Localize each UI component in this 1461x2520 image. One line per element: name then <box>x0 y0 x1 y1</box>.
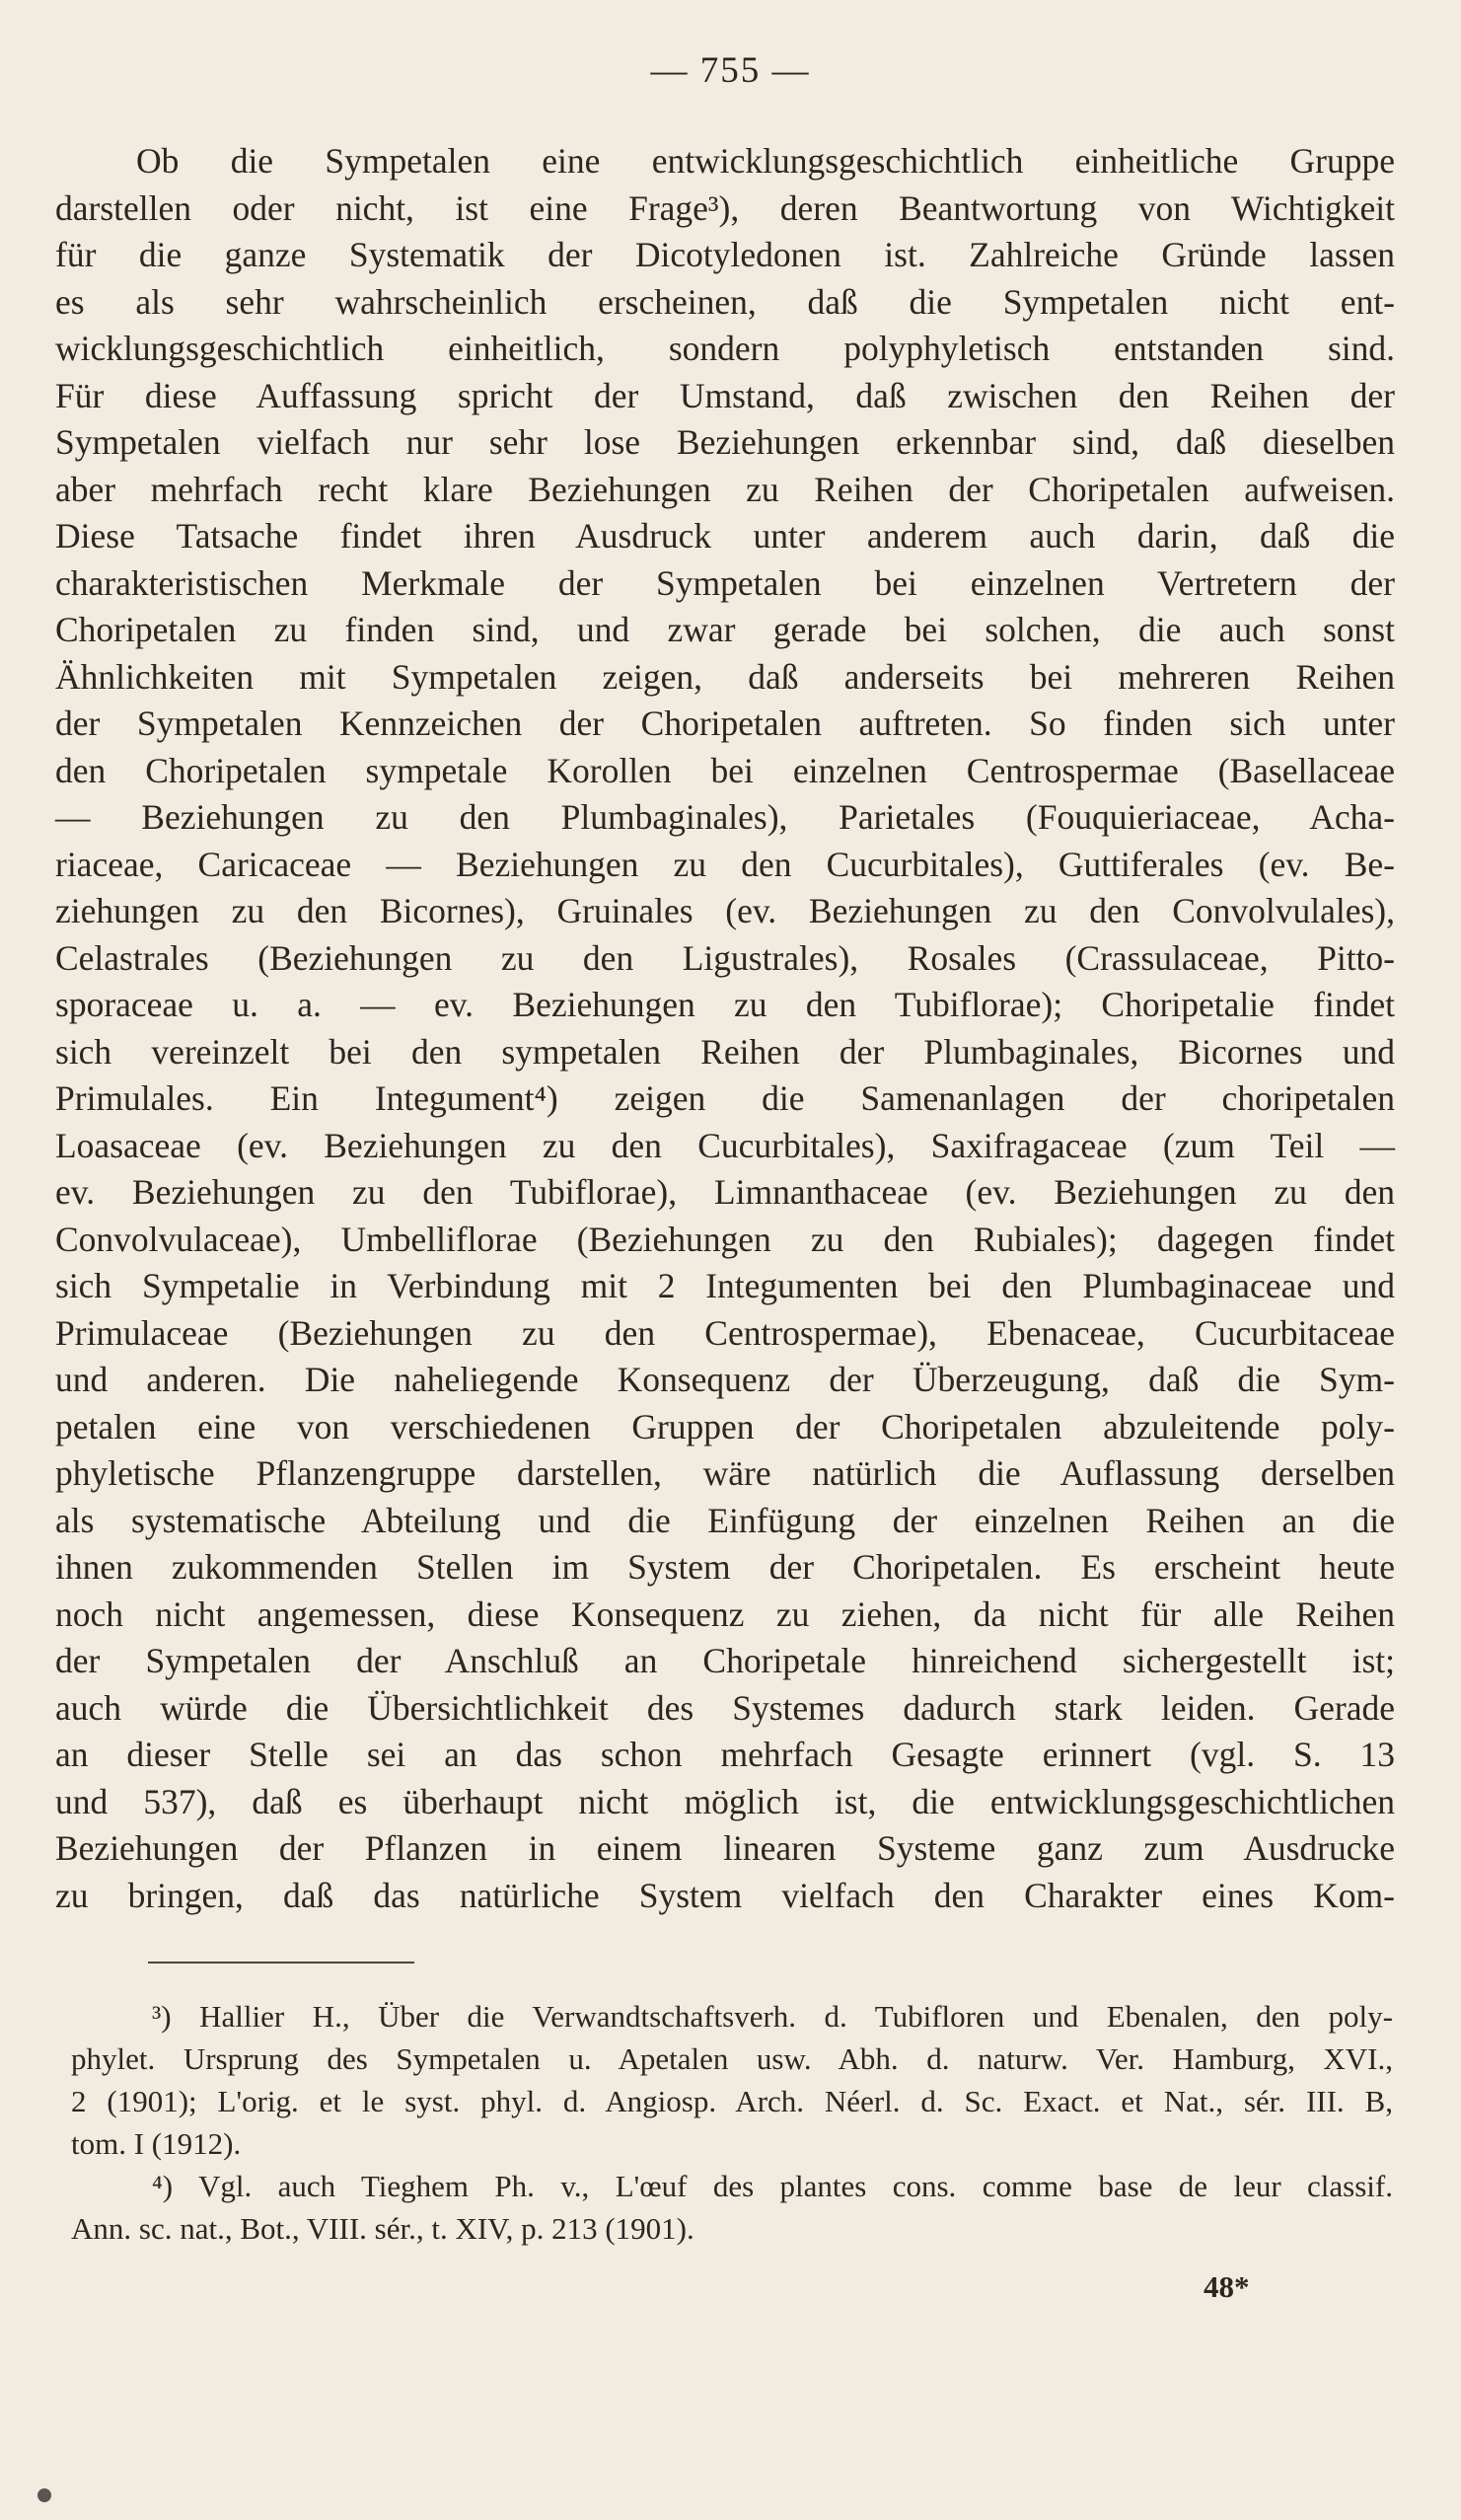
text-line: auch würde die Übersichtlichkeit des Systemes dadurch stark leiden. Gerade <box>55 1687 1395 1728</box>
text-line: Loasaceae (ev. Beziehungen zu den Cucurbitales), Saxifragaceae (zum Teil — <box>55 1125 1395 1165</box>
text-line: den Choripetalen sympetale Korollen bei einzelnen Centrospermae (Basellaceae <box>55 750 1395 790</box>
footnote-line: ⁴) Vgl. auch Tieghem Ph. v., L'œuf des plantes cons. comme base de leur classif. <box>152 2169 1393 2203</box>
text-line: noch nicht angemessen, diese Konsequenz zu ziehen, da nicht für alle Reihen <box>55 1594 1395 1634</box>
text-line: petalen eine von verschiedenen Gruppen der Choripetalen abzuleitende poly- <box>55 1406 1395 1446</box>
text-line: Choripetalen zu finden sind, und zwar gerade bei solchen, die auch sonst <box>55 610 1395 649</box>
footnote-line: tom. I (1912). <box>71 2126 242 2161</box>
text-line: Ähnlichkeiten mit Sympetalen zeigen, daß anderseits bei mehreren Reihen <box>55 656 1395 697</box>
footnote-line: ³) Hallier H., Über die Verwandtschaftsverh. d. Tubifloren und Ebenalen, den poly- <box>152 1999 1393 2034</box>
footnote-divider <box>148 1962 414 1964</box>
main-text <box>55 138 1395 1919</box>
text-line: für die ganze Systematik der Dicotyledonen ist. Zahlreiche Gründe lassen <box>55 235 1395 274</box>
text-line: Sympetalen vielfach nur sehr lose Beziehungen erkennbar sind, daß dieselben <box>55 422 1395 462</box>
text-line: Diese Tatsache findet ihren Ausdruck unter anderem auch darin, daß die <box>55 516 1395 556</box>
text-line: aber mehrfach recht klare Beziehungen zu Reihen der Choripetalen aufweisen. <box>55 469 1395 509</box>
text-line: ziehungen zu den Bicornes), Gruinales (ev. Beziehungen zu den Convolvulales), <box>55 891 1395 930</box>
text-line: sich Sympetalie in Verbindung mit 2 Integumenten bei den Plumbaginaceae und <box>55 1266 1395 1305</box>
footnote-line: 2 (1901); L'orig. et le syst. phyl. d. Angiosp. Arch. Néerl. d. Sc. Exact. et Nat., sér. III. B, <box>71 2084 1393 2118</box>
footnote-line: Ann. sc. nat., Bot., VIII. sér., t. XIV, p. 213 (1901). <box>71 2211 694 2246</box>
ink-spot <box>37 2488 51 2502</box>
text-line: Beziehungen der Pflanzen in einem linearen Systeme ganz zum Ausdrucke <box>55 1828 1395 1868</box>
text-line: Primulales. Ein Integument⁴) zeigen die Samenanlagen der choripetalen <box>55 1078 1395 1118</box>
text-line: an dieser Stelle sei an das schon mehrfach Gesagte erinnert (vgl. S. 13 <box>55 1735 1395 1774</box>
footnote-line: phylet. Ursprung des Sympetalen u. Apetalen usw. Abh. d. naturw. Ver. Hamburg, XVI., <box>71 2041 1393 2076</box>
text-line: es als sehr wahrscheinlich erscheinen, daß die Sympetalen nicht ent- <box>55 281 1395 322</box>
text-line: — Beziehungen zu den Plumbaginales), Parietales (Fouquieriaceae, Acha- <box>55 797 1395 837</box>
text-line: der Sympetalen der Anschluß an Choripetale hinreichend sichergestellt ist; <box>55 1641 1395 1680</box>
text-line: Für diese Auffassung spricht der Umstand, daß zwischen den Reihen der <box>55 375 1395 415</box>
text-line: riaceae, Caricaceae — Beziehungen zu den Cucurbitales), Guttiferales (ev. Be- <box>55 844 1395 884</box>
text-line: wicklungsgeschichtlich einheitlich, sondern polyphyletisch entstanden sind. <box>55 329 1395 368</box>
text-line: Ob die Sympetalen eine entwicklungsgeschichtlich einheitliche Gruppe <box>136 141 1395 181</box>
text-line: als systematische Abteilung und die Einfügung der einzelnen Reihen an die <box>55 1500 1395 1540</box>
text-line: sporaceae u. a. — ev. Beziehungen zu den Tubiflorae); Choripetalie findet <box>55 985 1395 1024</box>
text-line: Convolvulaceae), Umbelliflorae (Beziehungen zu den Rubiales); dagegen findet <box>55 1219 1395 1259</box>
text-line: phyletische Pflanzengruppe darstellen, wäre natürlich die Auflassung derselben <box>55 1453 1395 1493</box>
text-line: zu bringen, daß das natürliche System vielfach den Charakter eines Kom- <box>55 1875 1395 1915</box>
signature-mark: 48* <box>1204 2269 1250 2304</box>
text-line: sich vereinzelt bei den sympetalen Reihen der Plumbaginales, Bicornes und <box>55 1031 1395 1072</box>
text-line: ev. Beziehungen zu den Tubiflorae), Limnanthaceae (ev. Beziehungen zu den <box>55 1172 1395 1212</box>
text-line: charakteristischen Merkmale der Sympetalen bei einzelnen Vertretern der <box>55 562 1395 603</box>
footnotes <box>71 1995 1393 2250</box>
text-line: der Sympetalen Kennzeichen der Choripetalen auftreten. So finden sich unter <box>55 704 1395 743</box>
text-line: ihnen zukommenden Stellen im System der Choripetalen. Es erscheint heute <box>55 1547 1395 1587</box>
text-line: und 537), daß es überhaupt nicht möglich ist, die entwicklungsgeschichtlichen <box>55 1781 1395 1821</box>
text-line: und anderen. Die naheliegende Konsequenz der Überzeugung, daß die Sym- <box>55 1360 1395 1399</box>
text-line: darstellen oder nicht, ist eine Frage³), deren Beantwortung von Wichtigkeit <box>55 187 1395 228</box>
text-line: Primulaceae (Beziehungen zu den Centrospermae), Ebenaceae, Cucurbitaceae <box>55 1312 1395 1353</box>
page-number: — 755 — <box>650 50 811 91</box>
text-line: Celastrales (Beziehungen zu den Ligustrales), Rosales (Crassulaceae, Pitto- <box>55 937 1395 978</box>
